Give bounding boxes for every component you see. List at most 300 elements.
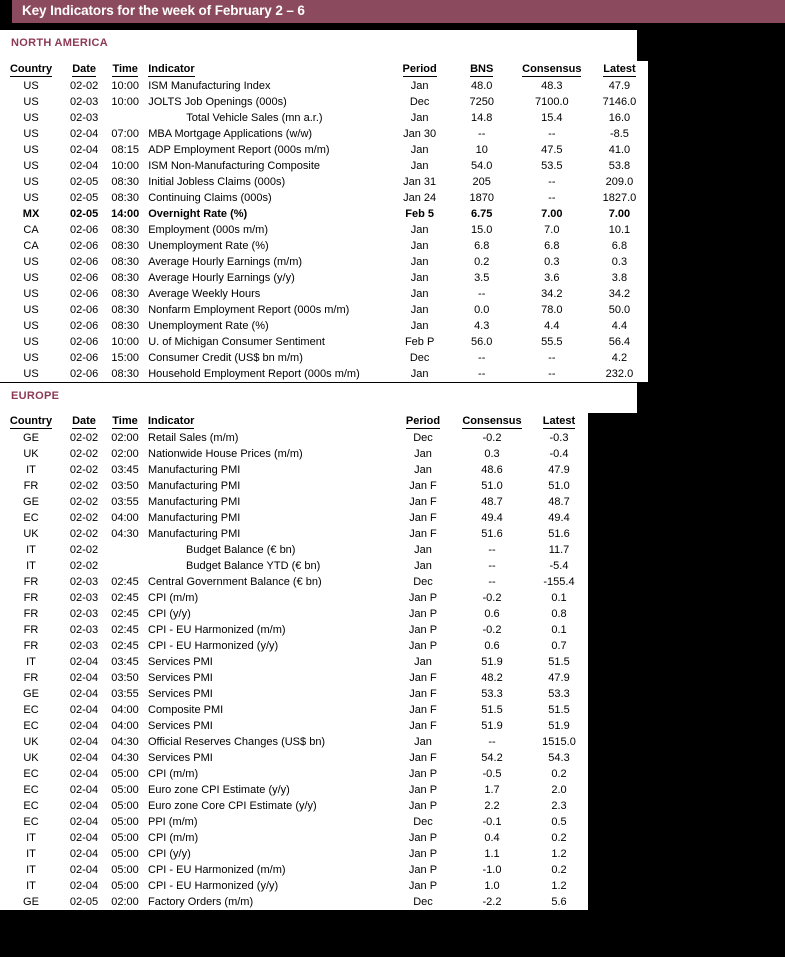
cell-latest: 232.0 bbox=[605, 368, 634, 380]
cell-period: Jan P bbox=[408, 640, 438, 652]
cell-latest: 49.4 bbox=[548, 512, 570, 524]
cell-date: 02-02 bbox=[69, 432, 99, 444]
cell-indicator: Consumer Credit (US$ bn m/m) bbox=[148, 352, 303, 364]
cell-latest: 0.5 bbox=[551, 816, 567, 828]
cell-indicator: Manufacturing PMI bbox=[148, 464, 241, 476]
cell-consensus: 0.3 bbox=[544, 256, 560, 268]
cell-period: Jan bbox=[410, 272, 429, 284]
cell-indicator: Budget Balance (€ bn) bbox=[186, 544, 296, 556]
cell-country: US bbox=[23, 176, 39, 188]
cell-date: 02-03 bbox=[70, 96, 99, 108]
cell-latest: -0.4 bbox=[549, 448, 569, 460]
cell-country: US bbox=[23, 352, 39, 364]
cell-time: 02:45 bbox=[111, 608, 139, 620]
cell-bns: 3.5 bbox=[474, 272, 490, 284]
cell-time: 05:00 bbox=[111, 848, 139, 860]
cell-period: Jan bbox=[410, 160, 429, 172]
cell-period: Jan P bbox=[408, 880, 438, 892]
cell-date: 02-04 bbox=[70, 160, 99, 172]
cell-date: 02-04 bbox=[69, 752, 99, 764]
cell-indicator: Continuing Claims (000s) bbox=[148, 192, 272, 204]
cell-period: Jan F bbox=[409, 528, 437, 540]
column-header-country: Country bbox=[9, 63, 53, 75]
cell-latest: 0.2 bbox=[551, 832, 567, 844]
cell-bns: 4.3 bbox=[474, 320, 490, 332]
cell-latest: 53.8 bbox=[608, 160, 631, 172]
cell-country: EC bbox=[23, 512, 39, 524]
cell-country: IT bbox=[26, 832, 36, 844]
cell-time: 04:00 bbox=[111, 512, 139, 524]
cell-bns: 205 bbox=[472, 176, 491, 188]
cell-latest: 41.0 bbox=[608, 144, 631, 156]
cell-date: 02-04 bbox=[69, 688, 99, 700]
cell-date: 02-03 bbox=[69, 576, 99, 588]
cell-date: 02-05 bbox=[69, 896, 99, 908]
cell-indicator: CPI - EU Harmonized (y/y) bbox=[148, 640, 279, 652]
table-row bbox=[0, 478, 588, 494]
cell-consensus: -- bbox=[548, 352, 556, 364]
cell-date: 02-03 bbox=[69, 624, 99, 636]
cell-period: Jan F bbox=[409, 688, 437, 700]
cell-date: 02-06 bbox=[70, 304, 99, 316]
table-row bbox=[0, 510, 588, 526]
cell-consensus: 48.2 bbox=[481, 672, 503, 684]
cell-latest: 0.1 bbox=[551, 592, 567, 604]
table-row bbox=[0, 622, 588, 638]
cell-latest: 7.00 bbox=[608, 208, 631, 220]
table-row bbox=[0, 190, 648, 206]
cell-bns: -- bbox=[478, 128, 486, 140]
cell-indicator: MBA Mortgage Applications (w/w) bbox=[148, 128, 313, 140]
cell-latest: 47.9 bbox=[548, 464, 570, 476]
cell-consensus: 3.6 bbox=[544, 272, 560, 284]
cell-indicator: Services PMI bbox=[148, 672, 213, 684]
cell-period: Jan 30 bbox=[403, 128, 437, 140]
table-row bbox=[0, 222, 648, 238]
cell-indicator: Official Reserves Changes (US$ bn) bbox=[148, 736, 326, 748]
cell-period: Jan bbox=[410, 240, 429, 252]
cell-indicator: CPI (m/m) bbox=[148, 592, 199, 604]
cell-time: 08:30 bbox=[111, 192, 139, 204]
cell-bns: 7250 bbox=[469, 96, 494, 108]
table-header-row bbox=[0, 61, 648, 78]
cell-country: US bbox=[23, 368, 39, 380]
cell-latest: 0.3 bbox=[611, 256, 628, 268]
cell-period: Jan F bbox=[409, 512, 437, 524]
cell-date: 02-03 bbox=[69, 608, 99, 620]
cell-date: 02-04 bbox=[69, 848, 99, 860]
cell-period: Jan P bbox=[408, 768, 438, 780]
cell-country: UK bbox=[23, 736, 39, 748]
cell-date: 02-06 bbox=[70, 352, 99, 364]
cell-indicator: Unemployment Rate (%) bbox=[148, 240, 269, 252]
cell-country: FR bbox=[23, 480, 39, 492]
cell-time: 02:45 bbox=[111, 624, 139, 636]
cell-period: Jan bbox=[414, 656, 432, 668]
cell-indicator: Manufacturing PMI bbox=[148, 480, 241, 492]
europe-table-body bbox=[0, 430, 588, 910]
cell-period: Dec bbox=[409, 96, 430, 108]
cell-time: 07:00 bbox=[111, 128, 139, 140]
column-header-latest: Latest bbox=[542, 415, 576, 427]
cell-indicator: Average Weekly Hours bbox=[148, 288, 261, 300]
cell-date: 02-03 bbox=[69, 640, 99, 652]
cell-bns: -- bbox=[478, 352, 486, 364]
cell-latest: 0.1 bbox=[551, 624, 567, 636]
cell-country: IT bbox=[26, 880, 36, 892]
cell-consensus: 6.8 bbox=[544, 240, 560, 252]
table-row bbox=[0, 878, 588, 894]
cell-time: 10:00 bbox=[111, 336, 139, 348]
cell-latest: 1515.0 bbox=[542, 736, 576, 748]
table-row bbox=[0, 350, 648, 366]
cell-indicator: Factory Orders (m/m) bbox=[148, 896, 254, 908]
cell-indicator: Total Vehicle Sales (mn a.r.) bbox=[186, 112, 323, 124]
cell-date: 02-02 bbox=[69, 480, 99, 492]
cell-bns: 0.2 bbox=[474, 256, 490, 268]
cell-latest: -8.5 bbox=[609, 128, 629, 140]
cell-consensus: -- bbox=[488, 736, 496, 748]
cell-country: US bbox=[23, 192, 39, 204]
table-row bbox=[0, 446, 588, 462]
cell-latest: 4.4 bbox=[611, 320, 628, 332]
cell-country: IT bbox=[26, 464, 36, 476]
cell-latest: 2.3 bbox=[551, 800, 567, 812]
cell-time: 08:30 bbox=[111, 272, 139, 284]
cell-time: 08:30 bbox=[111, 320, 139, 332]
cell-bns: 54.0 bbox=[471, 160, 493, 172]
north-america-table-body bbox=[0, 78, 648, 382]
cell-date: 02-05 bbox=[70, 176, 99, 188]
cell-latest: 2.0 bbox=[551, 784, 567, 796]
cell-country: FR bbox=[23, 672, 39, 684]
cell-latest: 5.6 bbox=[551, 896, 567, 908]
cell-date: 02-05 bbox=[70, 208, 99, 220]
cell-time: 03:45 bbox=[111, 464, 139, 476]
cell-country: EC bbox=[23, 768, 39, 780]
cell-period: Jan bbox=[414, 464, 432, 476]
cell-country: US bbox=[23, 144, 39, 156]
cell-time: 10:00 bbox=[111, 80, 139, 92]
cell-period: Jan P bbox=[408, 832, 438, 844]
cell-consensus: -- bbox=[488, 576, 496, 588]
cell-indicator: Manufacturing PMI bbox=[148, 512, 241, 524]
cell-consensus: 0.6 bbox=[484, 608, 500, 620]
cell-latest: 11.7 bbox=[548, 544, 570, 556]
cell-consensus: 55.5 bbox=[541, 336, 563, 348]
cell-consensus: 15.4 bbox=[541, 112, 563, 124]
cell-time: 08:30 bbox=[111, 256, 139, 268]
cell-date: 02-04 bbox=[69, 656, 99, 668]
table-row bbox=[0, 206, 648, 222]
cell-date: 02-04 bbox=[69, 832, 99, 844]
cell-consensus: -2.2 bbox=[482, 896, 502, 908]
cell-time bbox=[106, 110, 144, 126]
cell-date: 02-02 bbox=[69, 464, 99, 476]
cell-indicator: CPI - EU Harmonized (m/m) bbox=[148, 624, 286, 636]
cell-time: 03:55 bbox=[111, 496, 139, 508]
cell-period: Jan bbox=[410, 224, 429, 236]
cell-country: FR bbox=[23, 592, 39, 604]
cell-time: 04:00 bbox=[111, 704, 139, 716]
column-header-date: Date bbox=[72, 415, 96, 427]
cell-consensus: 53.5 bbox=[541, 160, 563, 172]
europe-table-panel bbox=[0, 413, 588, 910]
cell-country: IT bbox=[26, 560, 36, 572]
cell-period: Jan F bbox=[409, 496, 437, 508]
cell-consensus: -- bbox=[548, 128, 556, 140]
cell-country: FR bbox=[23, 608, 39, 620]
cell-consensus: 0.4 bbox=[484, 832, 500, 844]
table-row bbox=[0, 286, 648, 302]
cell-country: US bbox=[23, 112, 39, 124]
cell-latest: 1.2 bbox=[551, 848, 567, 860]
cell-consensus: 34.2 bbox=[541, 288, 563, 300]
cell-consensus: -- bbox=[488, 560, 496, 572]
cell-country: IT bbox=[26, 864, 36, 876]
cell-latest: 3.8 bbox=[611, 272, 628, 284]
cell-country: FR bbox=[23, 624, 39, 636]
table-row bbox=[0, 702, 588, 718]
cell-date: 02-04 bbox=[69, 736, 99, 748]
cell-consensus: 48.7 bbox=[481, 496, 503, 508]
table-row bbox=[0, 862, 588, 878]
cell-latest: 51.5 bbox=[548, 656, 570, 668]
cell-period: Jan P bbox=[408, 624, 438, 636]
cell-period: Dec bbox=[409, 352, 430, 364]
table-row bbox=[0, 158, 648, 174]
cell-country: US bbox=[23, 288, 39, 300]
cell-consensus: 0.6 bbox=[484, 640, 500, 652]
cell-indicator: Retail Sales (m/m) bbox=[148, 432, 239, 444]
cell-date: 02-06 bbox=[70, 368, 99, 380]
cell-indicator: Overnight Rate (%) bbox=[148, 208, 248, 220]
table-row bbox=[0, 174, 648, 190]
cell-period: Jan 31 bbox=[403, 176, 437, 188]
cell-consensus: 51.6 bbox=[481, 528, 503, 540]
cell-latest: 54.3 bbox=[548, 752, 570, 764]
cell-period: Jan P bbox=[408, 608, 438, 620]
cell-period: Jan F bbox=[409, 704, 437, 716]
cell-consensus: 78.0 bbox=[541, 304, 563, 316]
cell-time: 08:30 bbox=[111, 224, 139, 236]
cell-date: 02-04 bbox=[70, 144, 99, 156]
cell-bns: 1870 bbox=[469, 192, 494, 204]
cell-indicator: Manufacturing PMI bbox=[148, 496, 241, 508]
cell-latest: 209.0 bbox=[605, 176, 634, 188]
cell-date: 02-05 bbox=[70, 192, 99, 204]
cell-bns: 15.0 bbox=[471, 224, 493, 236]
cell-country: UK bbox=[23, 448, 39, 460]
cell-country: MX bbox=[22, 208, 40, 220]
cell-period: Jan P bbox=[408, 592, 438, 604]
cell-time: 04:00 bbox=[111, 720, 139, 732]
table-row bbox=[0, 542, 588, 558]
cell-country: FR bbox=[23, 640, 39, 652]
cell-consensus: -- bbox=[488, 544, 496, 556]
cell-country: US bbox=[23, 160, 39, 172]
cell-consensus: -- bbox=[548, 192, 556, 204]
cell-indicator: CPI - EU Harmonized (y/y) bbox=[148, 880, 279, 892]
cell-period: Jan F bbox=[409, 720, 437, 732]
cell-latest: 16.0 bbox=[608, 112, 631, 124]
cell-country: US bbox=[23, 336, 39, 348]
cell-period: Jan bbox=[410, 256, 429, 268]
cell-indicator: Composite PMI bbox=[148, 704, 224, 716]
table-row bbox=[0, 654, 588, 670]
cell-date: 02-06 bbox=[70, 240, 99, 252]
cell-time: 08:30 bbox=[111, 240, 139, 252]
cell-indicator: Central Government Balance (€ bn) bbox=[148, 576, 322, 588]
cell-indicator: Euro zone Core CPI Estimate (y/y) bbox=[148, 800, 317, 812]
column-header-indicator: Indicator bbox=[148, 63, 195, 75]
cell-date: 02-06 bbox=[70, 256, 99, 268]
cell-date: 02-04 bbox=[69, 704, 99, 716]
table-row bbox=[0, 766, 588, 782]
cell-time: 05:00 bbox=[111, 864, 139, 876]
cell-date: 02-04 bbox=[69, 672, 99, 684]
cell-consensus: 4.4 bbox=[544, 320, 560, 332]
cell-time: 08:30 bbox=[111, 368, 139, 380]
cell-consensus: 54.2 bbox=[481, 752, 503, 764]
cell-time: 08:30 bbox=[111, 176, 139, 188]
table-row bbox=[0, 590, 588, 606]
cell-country: IT bbox=[26, 848, 36, 860]
cell-period: Jan bbox=[410, 144, 429, 156]
column-header-time: Time bbox=[112, 415, 138, 427]
table-row bbox=[0, 718, 588, 734]
cell-time: 02:45 bbox=[111, 640, 139, 652]
cell-bns: -- bbox=[478, 288, 486, 300]
cell-time: 05:00 bbox=[111, 784, 139, 796]
cell-consensus: 7.0 bbox=[544, 224, 560, 236]
cell-country: GE bbox=[23, 496, 39, 508]
cell-consensus: 7.00 bbox=[541, 208, 563, 220]
cell-time: 03:50 bbox=[111, 672, 139, 684]
cell-bns: 0.0 bbox=[474, 304, 490, 316]
cell-date: 02-02 bbox=[69, 512, 99, 524]
cell-time: 03:50 bbox=[111, 480, 139, 492]
table-row bbox=[0, 78, 648, 94]
cell-consensus: -1.0 bbox=[482, 864, 502, 876]
table-row bbox=[0, 670, 588, 686]
cell-period: Jan bbox=[410, 304, 429, 316]
cell-indicator: JOLTS Job Openings (000s) bbox=[148, 96, 287, 108]
cell-consensus: -0.2 bbox=[482, 592, 502, 604]
cell-indicator: Budget Balance YTD (€ bn) bbox=[186, 560, 321, 572]
table-row bbox=[0, 94, 648, 110]
cell-time: 02:00 bbox=[111, 448, 139, 460]
cell-country: US bbox=[23, 320, 39, 332]
cell-bns: 48.0 bbox=[471, 80, 493, 92]
cell-consensus: 2.2 bbox=[484, 800, 500, 812]
cell-country: US bbox=[23, 80, 39, 92]
cell-consensus: 47.5 bbox=[541, 144, 563, 156]
cell-period: Jan P bbox=[408, 864, 438, 876]
cell-date: 02-02 bbox=[69, 544, 99, 556]
cell-latest: 0.7 bbox=[551, 640, 567, 652]
cell-consensus: 1.0 bbox=[484, 880, 500, 892]
cell-country: GE bbox=[23, 432, 39, 444]
cell-time: 08:30 bbox=[111, 304, 139, 316]
cell-consensus: 51.0 bbox=[481, 480, 503, 492]
cell-period: Jan bbox=[414, 544, 432, 556]
cell-indicator: Services PMI bbox=[148, 656, 213, 668]
cell-indicator: Unemployment Rate (%) bbox=[148, 320, 269, 332]
cell-time: 02:00 bbox=[111, 432, 139, 444]
cell-country: EC bbox=[23, 720, 39, 732]
cell-country: US bbox=[23, 96, 39, 108]
cell-consensus: -- bbox=[548, 176, 556, 188]
europe-header-band bbox=[0, 383, 637, 413]
north-america-table bbox=[0, 61, 648, 382]
cell-indicator: ADP Employment Report (000s m/m) bbox=[148, 144, 330, 156]
cell-indicator: ISM Non-Manufacturing Composite bbox=[148, 160, 320, 172]
cell-latest: 48.7 bbox=[548, 496, 570, 508]
cell-date: 02-04 bbox=[69, 768, 99, 780]
cell-bns: 14.8 bbox=[471, 112, 493, 124]
table-row bbox=[0, 830, 588, 846]
europe-table bbox=[0, 413, 588, 910]
cell-period: Feb 5 bbox=[405, 208, 434, 220]
table-row bbox=[0, 142, 648, 158]
table-row bbox=[0, 254, 648, 270]
table-row bbox=[0, 366, 648, 382]
cell-indicator: CPI (m/m) bbox=[148, 768, 199, 780]
column-header-country: Country bbox=[9, 415, 53, 427]
table-row bbox=[0, 110, 648, 126]
page-title: Key Indicators for the week of February 2 – 6 bbox=[22, 3, 305, 18]
cell-country: EC bbox=[23, 704, 39, 716]
cell-date: 02-04 bbox=[69, 720, 99, 732]
europe-heading: EUROPE bbox=[11, 390, 60, 402]
cell-indicator: ISM Manufacturing Index bbox=[148, 80, 271, 92]
cell-period: Dec bbox=[413, 896, 433, 908]
cell-time: 10:00 bbox=[111, 96, 139, 108]
table-row bbox=[0, 606, 588, 622]
cell-period: Jan P bbox=[408, 848, 438, 860]
table-row bbox=[0, 302, 648, 318]
table-row bbox=[0, 462, 588, 478]
cell-date: 02-06 bbox=[70, 224, 99, 236]
cell-country: GE bbox=[23, 688, 39, 700]
cell-time: 03:45 bbox=[111, 656, 139, 668]
table-row bbox=[0, 814, 588, 830]
cell-time: 14:00 bbox=[111, 208, 140, 220]
column-header-bns: BNS bbox=[470, 63, 494, 75]
table-row bbox=[0, 798, 588, 814]
cell-country: EC bbox=[23, 784, 39, 796]
cell-period: Dec bbox=[413, 816, 433, 828]
cell-date: 02-02 bbox=[70, 80, 99, 92]
cell-date: 02-06 bbox=[70, 320, 99, 332]
table-row bbox=[0, 126, 648, 142]
cell-date: 02-06 bbox=[70, 272, 99, 284]
cell-latest: 50.0 bbox=[608, 304, 631, 316]
cell-bns: 6.8 bbox=[474, 240, 490, 252]
cell-latest: 47.9 bbox=[548, 672, 570, 684]
cell-country: IT bbox=[26, 544, 36, 556]
cell-period: Jan F bbox=[409, 480, 437, 492]
cell-latest: 56.4 bbox=[608, 336, 631, 348]
table-row bbox=[0, 270, 648, 286]
table-row bbox=[0, 558, 588, 574]
cell-time: 05:00 bbox=[111, 880, 139, 892]
table-row bbox=[0, 734, 588, 750]
cell-date: 02-04 bbox=[69, 864, 99, 876]
cell-bns: -- bbox=[478, 368, 486, 380]
cell-time: 04:30 bbox=[111, 736, 139, 748]
